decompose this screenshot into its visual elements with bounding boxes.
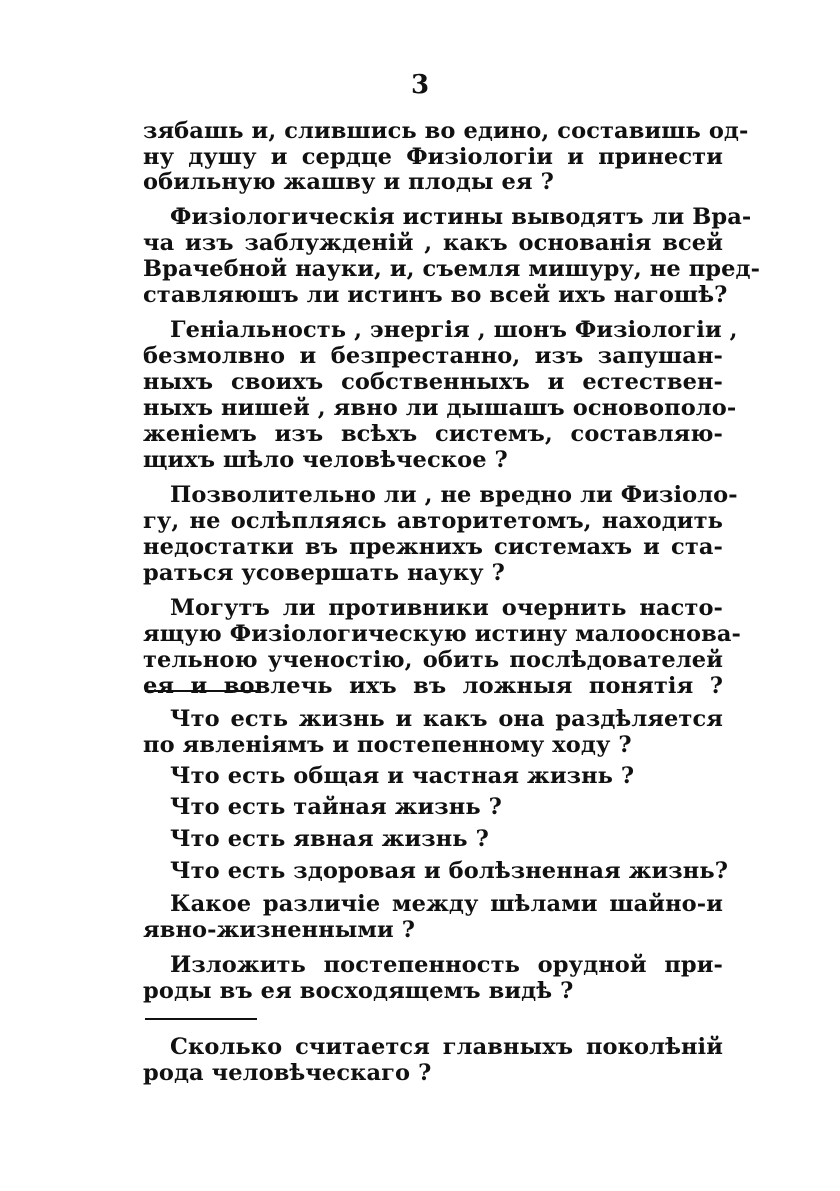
text-line: ящую Физіологическую истину малооснова-	[143, 621, 741, 647]
text-line: Позволительно ли , не вредно ли Физіоло-	[170, 482, 738, 508]
text-line: Врачебной науки, и, съемля мишуру, не пред-	[143, 256, 761, 282]
text-line: зябашь и, слившись во едино, составишь од-	[143, 118, 749, 144]
text-line: ныхъ своихъ собственныхъ и естествен-	[143, 369, 723, 395]
text-line: Физіологическія истины выводятъ ли Вра-	[170, 204, 752, 230]
text-line: обильную жашву и плоды ея ?	[143, 169, 554, 195]
text-line: роды въ ея восходящемъ видѣ ?	[143, 978, 574, 1004]
section-divider	[145, 1018, 257, 1020]
text-line: рода человѣческаго ?	[143, 1060, 432, 1086]
text-line: безмолвно и безпрестанно, изъ запушан-	[143, 343, 723, 369]
text-line: Могутъ ли противники очернить насто-	[170, 595, 723, 621]
text-line: Что есть здоровая и болѣзненная жизнь?	[170, 858, 728, 884]
text-line: Что есть жизнь и какъ она раздѣляется	[170, 706, 723, 732]
text-line: щихъ шѣло человѣческое ?	[143, 447, 508, 473]
text-line: Что есть общая и частная жизнь ?	[170, 763, 635, 789]
text-line: гу, не ослѣпляясь авторитетомъ, находить	[143, 508, 723, 534]
text-line: недостатки въ прежнихъ системахъ и ста-	[143, 534, 723, 560]
text-line: Что есть тайная жизнь ?	[170, 794, 502, 820]
text-line: Что есть явная жизнь ?	[170, 826, 489, 852]
text-line: раться усовершать науку ?	[143, 560, 505, 586]
text-line: тельною ученостію, обить послѣдователей	[143, 647, 723, 673]
text-line: по явленіямъ и постепенному ходу ?	[143, 732, 632, 758]
text-line: ну душу и сердце Физіологіи и принести	[143, 144, 723, 170]
text-line: Сколько считается главныхъ поколѣній	[170, 1034, 723, 1060]
text-line: женіемъ изъ всѣхъ системъ, составляю-	[143, 421, 723, 447]
page-number: 3	[410, 70, 430, 100]
text-line: Геніальность , энергія , шонъ Физіологіи ,	[170, 317, 738, 343]
text-line: ныхъ нишей , явно ли дышашъ основополо-	[143, 395, 737, 421]
text-line: ча изъ заблужденій , какъ основанія всей	[143, 230, 723, 256]
text-line: ея и вовлечь ихъ въ ложныя понятія ?	[143, 673, 723, 699]
section-divider	[145, 690, 257, 692]
text-line: ставляюшъ ли истинъ во всей ихъ нагошѣ?	[143, 282, 728, 308]
text-line: Изложить постепенность орудной при-	[170, 952, 723, 978]
text-line: явно-жизненными ?	[143, 917, 416, 943]
text-line: Какое различіе между шѣлами шайно-и	[170, 891, 723, 917]
